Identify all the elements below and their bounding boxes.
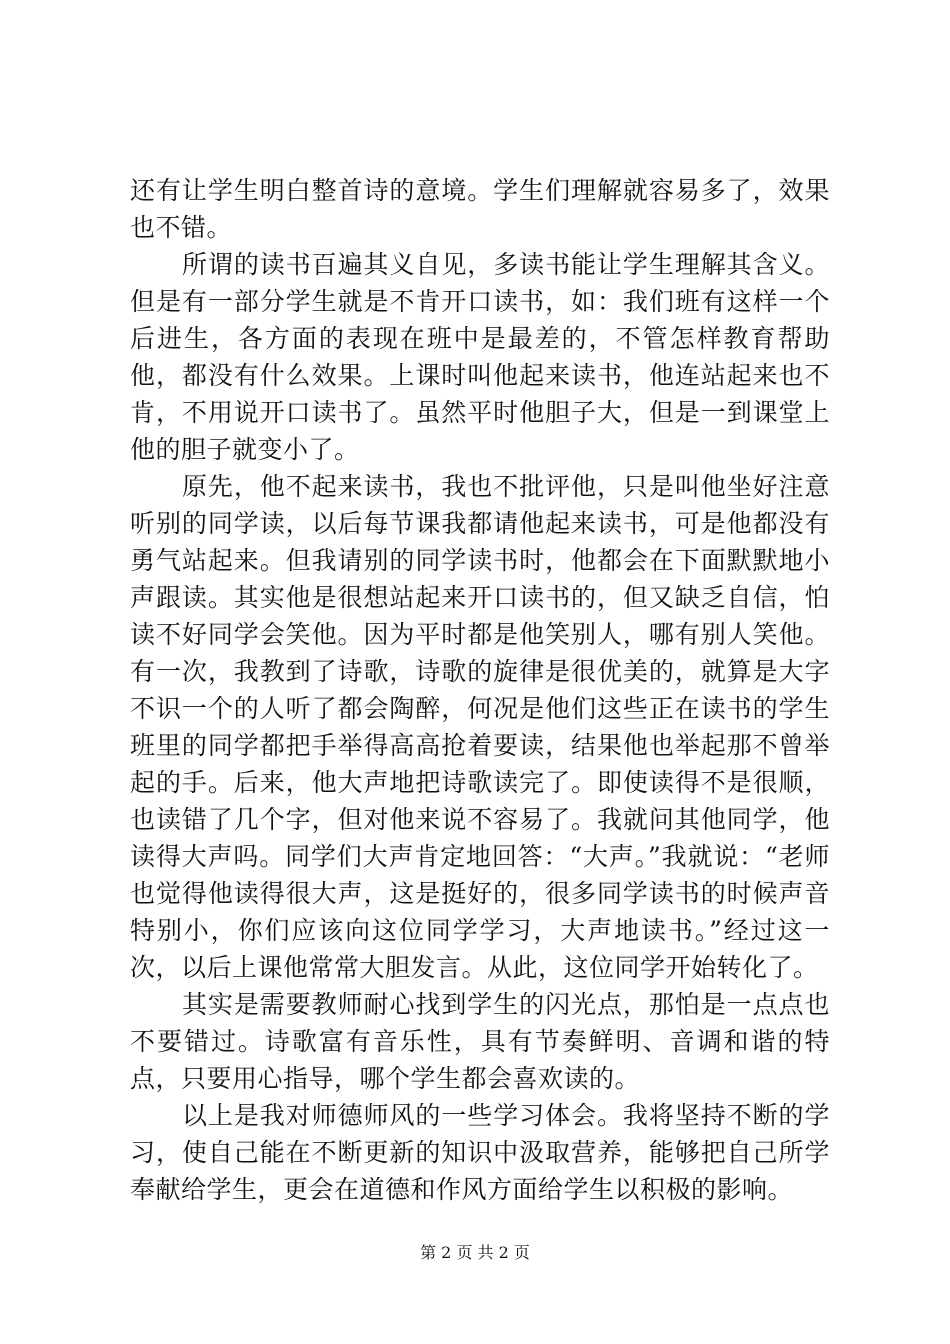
- document-body: [130, 172, 830, 1208]
- paragraph-continuation: 还有让学生明白整首诗的意境。学生们理解就容易多了，效果也不错。: [130, 176, 830, 242]
- page-footer: 第 2 页 共 2 页: [420, 1243, 530, 1262]
- paragraph: 以上是我对师德师风的一些学习体会。我将坚持不断的学习，使自己能在不断更新的知识中汲取营养，能够把自己所学奉献给学生，更会在道德和作风方面给学生以积极的影响。: [130, 1101, 830, 1204]
- paragraph: 原先，他不起来读书，我也不批评他，只是叫他坐好注意听别的同学读，以后每节课我都请他起来读书，可是他都没有勇气站起来。但我请别的同学读书时，他都会在下面默默地小声跟读。其实他是很想站起来开口读书的，但又缺乏自信，怕读不好同学会笑他。因为平时都是他笑别人，哪有别人笑他。有一次，我教到了诗歌，诗歌的旋律是很优美的，就算是大字不识一个的人听了都会陶醉，何况是他们这些正在读书的学生班里的同学都把手举得高高抢着要读，结果他也举起那不曾举起的手。后来，他大声地把诗歌读完了。即使读得不是很顺，也读错了几个字，但对他来说不容易了。我就问其他同学，他读得大声吗。同学们大声肯定地回答：“大声。”我就说：“老师也觉得他读得很大声，这是挺好的，很多同学读书的时候声音特别小，你们应该向这位同学学习，大声地读书。”经过这一次，以后上课他常常大胆发言。从此，这位同学开始转化了。: [130, 472, 830, 982]
- paragraph: 其实是需要教师耐心找到学生的闪光点，那怕是一点点也不要错过。诗歌富有音乐性，具有节奏鲜明、音调和谐的特点，只要用心指导，哪个学生都会喜欢读的。: [130, 990, 830, 1093]
- paragraph: 所谓的读书百遍其义自见，多读书能让学生理解其含义。但是有一部分学生就是不肯开口读书，如：我们班有这样一个后进生，各方面的表现在班中是最差的，不管怎样教育帮助他，都没有什么效果。上课时叫他起来读书，他连站起来也不肯，不用说开口读书了。虽然平时他胆子大，但是一到课堂上他的胆子就变小了。: [130, 250, 830, 464]
